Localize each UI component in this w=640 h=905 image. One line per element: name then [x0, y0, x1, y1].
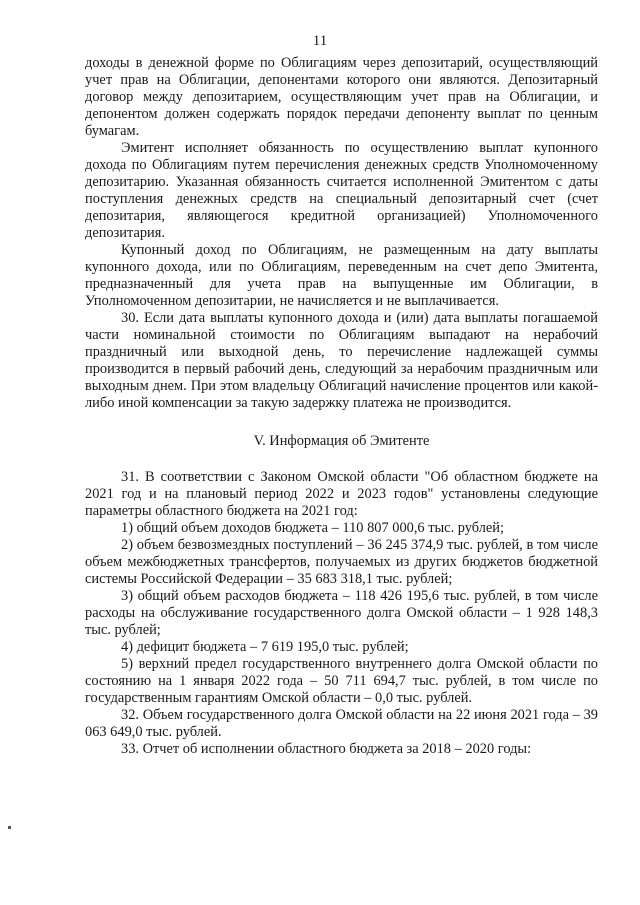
- paragraph-item-33: 33. Отчет об исполнении областного бюджета за 2018 – 2020 годы:: [121, 741, 532, 757]
- budget-item-1: 1) общий объем доходов бюджета – 110 807 000,6 тыс. рублей;: [121, 520, 505, 536]
- paragraph-item-32: 32. Объем государственного долга Омской области на 22 июня 2021 года – 39 063 649,0 тыс. рублей.: [85, 707, 598, 740]
- budget-item-2: 2) объем безвозмездных поступлений – 36 245 374,9 тыс. рублей, в том числе объем межбюджетных трансфертов, получаемых из других бюджетов бюджетной системы Российской Федерации – 35 683 318,1 тыс. рублей;: [85, 537, 598, 587]
- document-body: [85, 55, 598, 758]
- paragraph-item-31: 31. В соответствии с Законом Омской области "Об областном бюджете на 2021 год и на плановый период 2022 и 2023 годов" установлены следующие параметры областного бюджета на 2021 год:: [85, 469, 598, 519]
- section-title: V. Информация об Эмитенте: [253, 433, 430, 449]
- page-number: 11: [312, 33, 328, 49]
- paragraph-item-30: 30. Если дата выплаты купонного дохода и (или) дата выплаты погашаемой части номинальной стоимости по Облигациям выпадают на нерабочий праздничный или выходной день, то перечисление надлежащей суммы производится в первый рабочий день, следующий за нерабочим праздничным или выходным днем. При этом владельцу Облигаций начисление процентов или какой-либо иной компенсации за такую задержку платежа не производится.: [85, 310, 598, 411]
- budget-item-4: 4) дефицит бюджета – 7 619 195,0 тыс. рублей;: [121, 639, 409, 655]
- budget-item-3: 3) общий объем расходов бюджета – 118 426 195,6 тыс. рублей, в том числе расходы на обслуживание государственного долга Омской области – 1 928 148,3 тыс. рублей;: [85, 588, 598, 638]
- paragraph-deposit-payments: доходы в денежной форме по Облигациям через депозитарий, осуществляющий учет прав на Облигации, депонентами которого они являются. Депозитарный договор между депозитарием, осуществляющим учет прав на Облигации, и депонентом должен содержать порядок передачи депоненту выплат по ценным бумагам.: [85, 55, 598, 139]
- budget-item-5: 5) верхний предел государственного внутреннего долга Омской области по состоянию на 1 января 2022 года – 50 711 694,7 тыс. рублей, в том числе по государственным гарантиям Омской области – 0,0 тыс. рублей.: [85, 656, 598, 706]
- paragraph-issuer-obligation: Эмитент исполняет обязанность по осуществлению выплат купонного дохода по Облигациям путем перечисления денежных средств Уполномоченному депозитарию. Указанная обязанность считается исполненной Эмитентом с даты поступления денежных средств на специальный депозитарный счет (счет депозитария, являющегося кредитной организацией) Уполномоченного депозитария.: [85, 140, 598, 241]
- scan-speck: [8, 826, 11, 829]
- paragraph-coupon-not-accrued: Купонный доход по Облигациям, не размещенным на дату выплаты купонного дохода, или по Облигациям, переведенным на счет депо Эмитента, предназначенный для учета прав на выпущенные им Облигации, в Уполномоченном депозитарии, не начисляется и не выплачивается.: [85, 242, 598, 309]
